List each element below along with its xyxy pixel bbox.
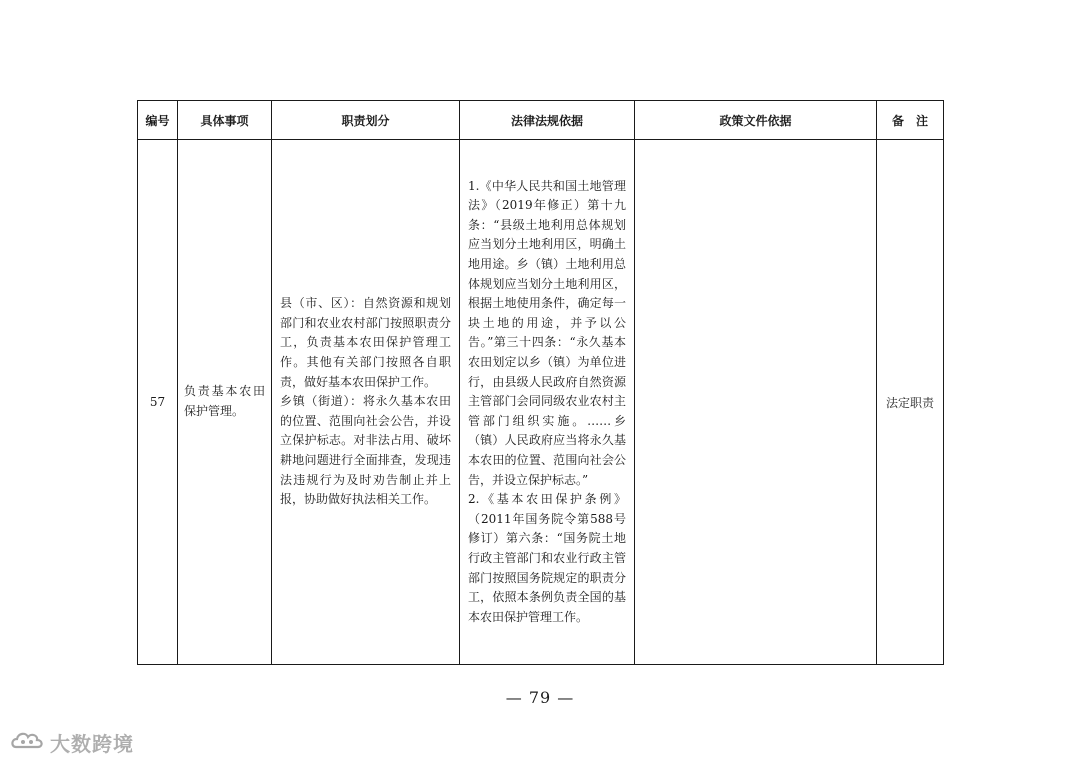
header-law: 法律法规依据 bbox=[460, 101, 635, 140]
watermark bbox=[10, 728, 134, 757]
row-item-cell bbox=[178, 140, 272, 665]
row-number: 57 bbox=[138, 140, 178, 665]
cloud-logo-icon bbox=[10, 729, 46, 757]
header-duty: 职责划分 bbox=[272, 101, 460, 140]
row-duty-cell bbox=[272, 140, 460, 665]
row-duty: 县（市、区）：自然资源和规划部门和农业农村部门按照职责分工，负责基本农田保护管理工作。其他有关部门按照各自职责，做好基本农田保护工作。 乡镇（街道）：将永久基本农田的位置、范围向社会公告，并设立保护标志。对非法占用、破坏耕地问题进行全面排查，发现违法违规行为及时劝告制止并上报，协助做好执法相关工作。 bbox=[280, 296, 451, 507]
table-row bbox=[138, 140, 944, 665]
row-item: 负责基本农田保护管理。 bbox=[184, 384, 265, 418]
header-note: 备 注 bbox=[877, 101, 944, 140]
duty-table bbox=[137, 100, 944, 665]
header-item: 具体事项 bbox=[178, 101, 272, 140]
row-law: 1.《中华人民共和国土地管理法》（2019年修正）第十九条：“县级土地利用总体规划应当划分土地利用区，明确土地用途。乡（镇）土地利用总体规划应当划分土地利用区，根据土地使用条件，确定每一块土地的用途，并予以公告。”第三十四条：“永久基本农田划定以乡（镇）为单位进行，由县级人民政府自然资源主管部门会同同级农业农村主管部门组织实施。……乡（镇）人民政府应当将永久基本农田的位置、范围向社会公告，并设立保护标志。” 2.《基本农田保护条例》（2011年国务院令第588号修订）第六条：“国务院土地行政主管部门和农业行政主管部门按照国务院规定的职责分工，依照本条例负责全国的基本农田保护管理工作。 bbox=[468, 178, 626, 624]
watermark-text: 大数跨境 bbox=[50, 732, 134, 756]
table-header-row bbox=[138, 101, 944, 140]
page-number: — 79 — bbox=[505, 688, 575, 707]
row-note: 法定职责 bbox=[877, 140, 944, 665]
header-policy: 政策文件依据 bbox=[635, 101, 877, 140]
row-law-cell bbox=[460, 140, 635, 665]
row-policy bbox=[635, 140, 877, 665]
header-number: 编号 bbox=[138, 101, 178, 140]
